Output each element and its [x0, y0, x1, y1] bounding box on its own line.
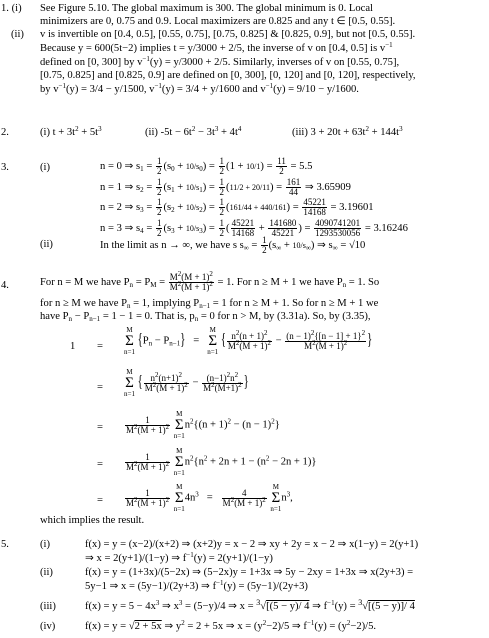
- p3-row-n0: n = 0 ⇒ $s_1$ = $\frac{1}{2}$ $(s_0 + 10/s_0)$ = $\frac{1}{2}$ (1 + 10/1) = $\frac{11}{2}$ = 5.5: [100, 156, 313, 176]
- p1-line-3: v is invertible on [0.4, 0.5], [0.55, 0.75], [0.75, 0.825] & [0.825, 0.9], but not [0.5, 0.55].: [40, 29, 416, 40]
- p5-iii-line: $f(x) = y = 5 - 4x^3$ ⇒ $x^3 = (5-y)/4$ ⇒ x = $^3$√[(5 − y)/ 4 ⇒ $f^{-1}(y) = ^3√[(5 - y)]/$ 4: [85, 598, 415, 612]
- p5-i-line-2: ⇒ x = 2(y+1)/(1−y) ⇒ $f^{-1}(y) = 2(y+1)/(1-y)$: [85, 551, 273, 564]
- p4-eq-sign-1: =: [97, 341, 103, 352]
- p1-line-4: Because y = 600(5t−2) implies t = y/3000 + 2/5, the inverse of v on [0.4, 0.5] is $v^{-1}$: [40, 41, 393, 54]
- p4-eq-sign-4: =: [97, 459, 103, 470]
- p1-line-5: defined on [0, 300] by $v^{-1}(y) = y/3000 + 2/5$. Similarly, inverses of v on [0.55, 0.75],: [40, 55, 400, 68]
- p4-eq-sign-5: =: [97, 495, 103, 506]
- p3-part-ii-label: (ii): [40, 239, 53, 250]
- p5-part-iv-label: (iv): [40, 621, 56, 632]
- problem-3-label: 3.: [1, 162, 9, 173]
- p5-iv-line: f(x) = y = √2 + 5x ⇒ $y^2 = 2 + 5x$ ⇒ $x = (y^2-2)/5$ ⇒ $f^{-1}(y) = (y^2-2)/5$.: [85, 619, 377, 632]
- problem-5-label: 5.: [1, 539, 9, 550]
- p3-part-ii-text: In the limit as n → ∞, we have s $s_\infty$ = $\frac{1}{2}$ $(s_\infty + 10/s_\infty)$ ⇒ $s_\infty = √10$: [100, 235, 366, 255]
- p5-part-ii-label: (ii): [40, 567, 53, 578]
- p3-part-i-label: (i): [40, 162, 50, 173]
- p3-row-n1: n = 1 ⇒ $s_2$ = $\frac{1}{2}$ $(s_1 + 10/s_1)$ = $\frac{1}{2}$ (11/2 + 20/11) = $\frac{161}{44}$ ⇒ 3.65909: [100, 177, 351, 197]
- p4-eq-row-3: $\frac{1}{M^2(M + 1)^2}$ M Σ $n=1n^2\{(n + 1)^2 - (n - 1)^2\}$: [126, 410, 280, 440]
- p4-line-2: for n ≥ M we have $P_n = 1$, implying $P_{n-1} = 1$ for n ≥ M + 1. So for n ≥ M + 1 we: [40, 298, 379, 310]
- p4-eq-row-1: M Σ n=1 $\{P_n - P_{n-1}\} = M$ Σ n=1 { $\frac{n^2(n + 1)^2}{M^2(M + 1)^2}$ − $\frac{(n - 1)^2\{[n - 1] + 1\}^2}{M^2(M + 1)^2}$ }: [124, 326, 373, 356]
- p5-ii-line-2: 5y−1 ⇒ x = (5y−1)/(2y+3) ⇒ $f^{-1}(y) = (5y-1)/(2y+3)$: [85, 579, 308, 592]
- problem-2-label: 2.: [1, 127, 9, 138]
- p3-row-n3: n = 3 ⇒ $s_4$ = $\frac{1}{2}$ $(s_3 + 10/s_3)$ = $\frac{1}{2}$ ( $\frac{45221}{14168}$ + $\frac{141680}{45221}$ ) = $\frac{4090741201}{1293530056}$ = 3.16246: [100, 218, 408, 238]
- p4-eq-row-5: $\frac{1}{M^2(M + 1)^2}$ M Σ $n=14n^3$ = $\frac{4}{M^2(M + 1)^2}$ M Σ $n=1n^3$,: [126, 483, 293, 513]
- p3-row-n2: n = 2 ⇒ $s_3$ = $\frac{1}{2}$ $(s_2 + 10/s_2)$ = $\frac{1}{2}$ (161/44 + 440/161) = $\frac{45221}{14168}$ = 3.19601: [100, 197, 374, 217]
- p5-part-i-label: (i): [40, 539, 50, 550]
- problem-4-label: 4.: [1, 280, 9, 291]
- p5-i-line-1: f(x) = y = (x−2)/(x+2) ⇒ (x+2)y = x − 2 ⇒ xy + 2y = x − 2 ⇒ x(1−y) = 2(y+1): [85, 539, 419, 550]
- p4-line-3: have $P_n - P_{n-1} = 1 - 1 = 0$. That is, $p_n = 0$ for n > M, by (3.31a). So, by (3.35),: [40, 311, 371, 323]
- p2-part-i: (i) $t + 3t^2 + 5t^3$: [40, 125, 102, 138]
- p4-eq-lhs: 1: [70, 341, 76, 352]
- p4-eq-row-2: M Σ n=1 { $\frac{n^2(n+1)^2}{M^2(M + 1)^2}$ − $\frac{(n-1)^2n^2}{M^2(M+1)^2}$ }: [124, 368, 249, 398]
- p4-eq-row-4: $\frac{1}{M^2(M + 1)^2}$ M Σ $n=1n^2\{n^2 + 2n + 1 - (n^2 - 2n + 1)\}$: [126, 447, 317, 477]
- problem-1-part-ii-label: (ii): [11, 29, 24, 40]
- p4-conclusion: which implies the result.: [40, 515, 145, 526]
- p2-part-ii: (ii) $-5t - 6t^2 - 3t^3 + 4t^4$: [145, 125, 242, 138]
- p1-line-1: See Figure 5.10. The global maximum is 300. The global minimum is 0. Local: [40, 3, 373, 14]
- p5-part-iii-label: (iii): [40, 601, 56, 612]
- p2-part-iii: (iii) $3 + 20t + 63t^2 + 144t^3$: [292, 125, 403, 138]
- p1-line-7: by $v^{-1}(y) = 3/4 - y/1500$, $v^{-1}(y) = 3/4 + y/1600$ and $v^{-1}(y) = 9/10 - y/1600$.: [40, 82, 359, 95]
- p1-line-2: minimizers are 0, 0.75 and 0.9. Local maximizers are 0.825 and any t ∈ [0.5, 0.55].: [40, 16, 396, 27]
- p4-eq-sign-3: =: [97, 422, 103, 433]
- p5-ii-line-1: f(x) = y = (1+3x)/(5−2x) ⇒ (5−2x)y = 1+3x ⇒ 5y − 2xy = 1+3x ⇒ x(2y+3) =: [85, 567, 414, 578]
- p4-line-1: For n = M we have $P_n = P_M$ = $\frac{M^2(M + 1)^2}{M^2(M + 1)^2}$ = 1. For n ≥ M + 1 we have $P_n = 1$. So: [40, 270, 380, 292]
- p4-eq-sign-2: =: [97, 382, 103, 393]
- problem-1-part-i-label: 1. (i): [1, 3, 22, 14]
- p1-line-6: [0.75, 0.825] and [0.825, 0.9] are defined on [0, 300], [0, 120] and [0, 120], respectively,: [40, 70, 416, 81]
